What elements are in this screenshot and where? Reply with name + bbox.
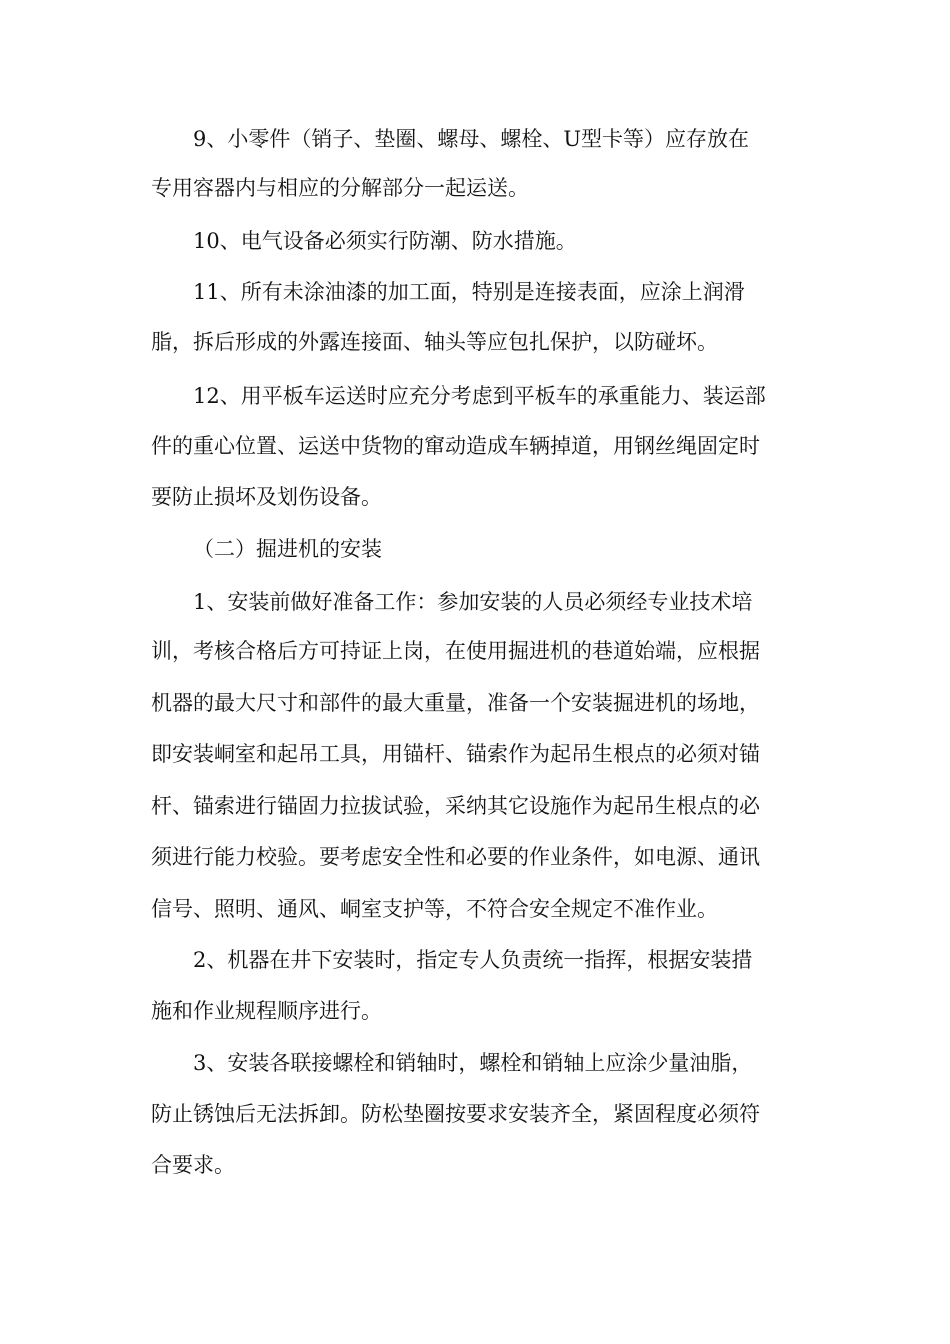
paragraph-1-line-1: 1、安装前做好准备工作：参加安装的人员必须经专业技术培: [193, 590, 753, 614]
paragraph-2-line-2: 施和作业规程顺序进行。: [151, 999, 382, 1023]
paragraph-1-line-4: 即安装峒室和起吊工具，用锚杆、锚索作为起吊生根点的必须对锚: [151, 742, 760, 766]
paragraph-11-line-2: 脂，拆后形成的外露连接面、轴头等应包扎保护，以防碰坏。: [151, 330, 718, 354]
paragraph-1-line-2: 训，考核合格后方可持证上岗，在使用掘进机的巷道始端，应根据: [151, 639, 760, 663]
paragraph-1-line-7: 信号、照明、通风、峒室支护等，不符合安全规定不准作业。: [151, 897, 718, 921]
paragraph-1-line-3: 机器的最大尺寸和部件的最大重量，准备一个安装掘进机的场地，: [151, 691, 760, 715]
paragraph-1-line-5: 杆、锚索进行锚固力拉拔试验，采纳其它设施作为起吊生根点的必: [151, 794, 760, 818]
paragraph-3-line-1: 3、安装各联接螺栓和销轴时，螺栓和销轴上应涂少量油脂，: [193, 1051, 753, 1075]
paragraph-12-line-1: 12、用平板车运送时应充分考虑到平板车的承重能力、装运部: [193, 384, 766, 408]
paragraph-9-line-2: 专用容器内与相应的分解部分一起运送。: [151, 176, 529, 200]
paragraph-3-line-2: 防止锈蚀后无法拆卸。防松垫圈按要求安装齐全，紧固程度必须符: [151, 1102, 760, 1126]
paragraph-3-line-3: 合要求。: [151, 1153, 235, 1177]
paragraph-12-line-3: 要防止损坏及划伤设备。: [151, 485, 382, 509]
paragraph-9-line-1: 9、小零件（销子、垫圈、螺母、螺栓、U型卡等）应存放在: [193, 127, 750, 151]
paragraph-11-line-1: 11、所有未涂油漆的加工面，特别是连接表面，应涂上润滑: [193, 280, 745, 304]
section-heading: （二）掘进机的安装: [193, 537, 382, 561]
paragraph-12-line-2: 件的重心位置、运送中货物的窜动造成车辆掉道，用钢丝绳固定时: [151, 434, 760, 458]
paragraph-10: 10、电气设备必须实行防潮、防水措施。: [193, 229, 577, 253]
paragraph-2-line-1: 2、机器在井下安装时，指定专人负责统一指挥，根据安装措: [193, 948, 753, 972]
paragraph-1-line-6: 须进行能力校验。要考虑安全性和必要的作业条件，如电源、通讯: [151, 845, 760, 869]
